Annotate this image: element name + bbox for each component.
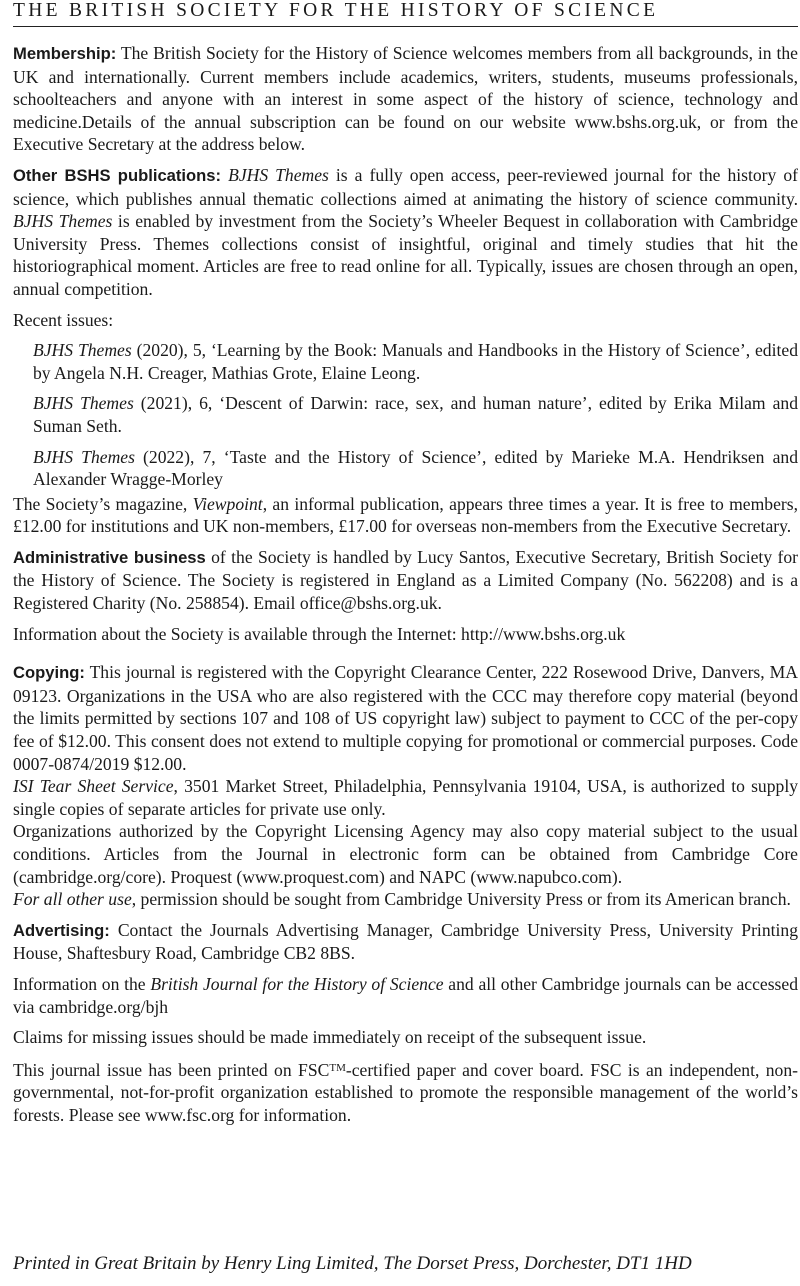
issue-journal-name: BJHS Themes [33,446,135,467]
document-page [13,0,798,1127]
printer-footer: Printed in Great Britain by Henry Ling Limited, The Dorset Press, Dorchester, DT1 1HD [13,1253,692,1274]
recent-issues-list [13,339,798,491]
publications-text: is a fully open access, peer-reviewed journal for the history of science, which publishes annual thematic collections aimed at animating the history of science community. [13,164,798,209]
advertising-label: Advertising: [13,920,110,940]
membership-paragraph [13,42,798,156]
publications-paragraph [13,164,798,301]
issue-text: (2020), 5, ‘Learning by the Book: Manuals and Handbooks in the History of Science’, edited by Angela N.H. Creager, Mathias Grote, Elaine Leong. [33,340,798,383]
recent-issues-label: Recent issues: [13,309,114,330]
journals-info-journal-name: British Journal for the History of Science [150,973,444,994]
publications-journal-name: BJHS Themes [228,164,329,185]
membership-text: The British Society for the History of Science welcomes members from all backgrounds, in the UK and internationally. Current members include academics, writers, students, museums professionals, schoolteachers and anyone with an interest in some aspect of the history of science, technology and medicine.Details of the annual subscription can be found on our website www.bshs.org.uk, or from the Executive Secretary at the address below. [13,43,798,155]
journals-info-text: and all other Cambridge journals can be accessed via cambridge.org/bjh [13,973,798,1017]
administrative-text: of the Society is handled by Lucy Santos, Executive Secretary, British Society for the History of Science. The Society is registered in England as a Limited Company (No. 562208) and is a Registered Charity (No. 258854). Email office@bshs.org.uk. [13,546,798,614]
issue-journal-name: BJHS Themes [33,340,132,361]
other-use-paragraph [13,888,798,911]
fsc-text: -certified paper and cover board. FSC is an independent, non-governmental, not-for-profit organization established to promote the responsible management of the world’s forests. Please see www.fsc.org for information. [13,1059,798,1125]
viewpoint-text: , an informal publication, appears three times a year. It is free to members, £12.00 for institutions and UK non-members, £17.00 for overseas non-members from the Executive Secretary. [13,493,799,537]
fsc-text: This journal issue has been printed on FSC [13,1059,330,1080]
issue-text: (2021), 6, ‘Descent of Darwin: race, sex, and human nature’, edited by Erika Milam and Suman Seth. [33,393,799,436]
cla-paragraph: Organizations authorized by the Copyright Licensing Agency may also copy material subject to the usual conditions. Articles from the Journal in electronic form can be obtained from Cambridge Core (cambridge.org/core). Proquest (www.proquest.com) and NAPC (www.napubco.com). [13,821,798,887]
viewpoint-text: The Society’s magazine, [13,493,193,514]
copying-label: Copying: [13,663,85,683]
viewpoint-magazine-name: Viewpoint [192,493,263,514]
publications-journal-name: BJHS Themes [13,211,113,232]
copying-text: This journal is registered with the Copyright Clearance Center, 222 Rosewood Drive, Danvers, MA 09123. Organizations in the USA who are also registered with the CCC may therefore copy material (beyond the limits permitted by sections 107 and 108 of US copyright law) subject to payment to CCC of the per-copy fee of $12.00. This consent does not extend to multiple copying for promotional or commercial purposes. Code 0007-0874/2019 $12.00. [13,662,798,774]
other-use-label: For all other use [13,889,132,910]
issue-text: (2022), 7, ‘Taste and the History of Science’, edited by Marieke M.A. Hendriksen and Alexander Wragge-Morley [33,446,798,490]
list-item [33,392,798,437]
isi-paragraph [13,775,798,820]
journals-info-paragraph [13,973,798,1018]
page-title: THE BRITISH SOCIETY FOR THE HISTORY OF SCIENCE [13,0,659,21]
title-rule [13,26,798,27]
journals-info-text: Information on the [13,973,151,994]
claims-paragraph: Claims for missing issues should be made immediately on receipt of the subsequent issue. [13,1027,647,1048]
trademark-mark: TM [329,1061,346,1074]
issue-journal-name: BJHS Themes [33,393,134,414]
administrative-paragraph [13,546,798,615]
copying-paragraph [13,661,798,775]
fsc-paragraph [13,1057,798,1127]
viewpoint-paragraph [13,493,798,538]
other-use-text: , permission should be sought from Cambridge University Press or from its American branch. [131,889,791,910]
isi-text: , 3501 Market Street, Philadelphia, Pennsylvania 19104, USA, is authorized to supply single copies of separate articles for private use only. [13,776,798,819]
membership-label: Membership: [13,44,117,63]
administrative-label: Administrative business [13,547,206,567]
information-paragraph: Information about the Society is available through the Internet: http://www.bshs.org.uk [13,623,626,644]
publications-text: is enabled by investment from the Society’s Wheeler Bequest in collaboration with Cambridge University Press. Themes collections consist of insightful, original and timely studies that hit the historiographical moment. Articles are free to read online for all. Typically, issues are chosen through an open, annual competition. [13,211,798,299]
advertising-text: Contact the Journals Advertising Manager, Cambridge University Press, University Printing House, Shaftesbury Road, Cambridge CB2 8BS. [13,919,798,964]
list-item [33,446,798,491]
advertising-paragraph [13,919,798,965]
list-item [33,339,798,384]
publications-label: Other BSHS publications: [13,165,222,185]
isi-name: ISI Tear Sheet Service [13,776,174,797]
